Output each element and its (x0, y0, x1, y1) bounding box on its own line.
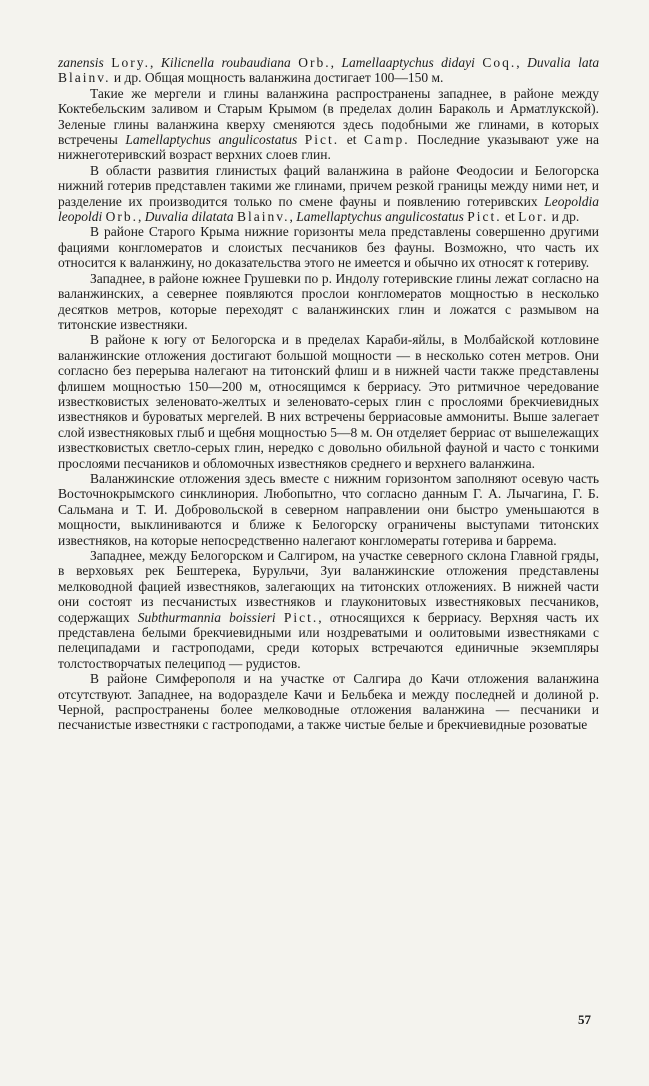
paragraph (58, 471, 599, 548)
author-abbrev: Blainv. (58, 70, 111, 86)
text-run: Такие же мергели и глины валанжина распространены западнее, в районе между Коктебельским заливом и Старым Крымом (в пределах долин Бараколь и Арматлукской). Зеленые глины валанжина кверху сменяются здесь подобными же глинами, в которых встречены (58, 85, 599, 148)
page-text-body (58, 55, 599, 733)
paragraph (58, 671, 599, 733)
paragraph (58, 271, 599, 333)
text-run: Западнее, в районе южнее Грушевки по р. Индолу готеривские глины лежат согласно на валанжинских, а севернее появляются прослои конгломератов мощностью в несколько десятков метров, которые переходят с валанжинских глин и ложатся с размывом на титонские известняки. (58, 270, 599, 332)
text-run: , (149, 55, 161, 70)
taxon-name: zanensis (58, 55, 104, 70)
taxon-name: Lamellaaptychus didayi (341, 55, 475, 70)
text-run: В районе Симферополя и на участке от Салгира до Качи отложения валанжина отсутствуют. Западнее, на водоразделе Качи и Бельбека и между последней и долиной р. Черной, распространены более мелководные отложения валанжина — песчаники и песчанистые известняки с гастроподами, а также чистые белые и брекчиевидные розоватые (58, 671, 599, 733)
text-run: В районе Старого Крыма нижние горизонты мела представлены совершенно другими фациями конгломератов и слоистых песчаников без фауны. Возможно, что часть их относится к валанжину, но доказательства этого не имеется и обычно их относят к готериву. (58, 224, 599, 271)
author-abbrev: Orb. (105, 209, 138, 225)
author-abbrev: Blainv. (237, 209, 290, 225)
book-page (58, 55, 599, 733)
text-run: Последние указывают уже на нижнеготеривский возраст верхних слоев глин. (58, 132, 599, 163)
taxon-name: Duvalia lata (527, 55, 600, 70)
text-run: , (330, 55, 342, 70)
text-run: , относящихся к берриасу. Верхняя часть их представлена белыми брекчиевидными или ноздреватыми и оолитовыми известняками с пелеципадами и гастроподами, среди которых встречаются единичные экземпляры толстостворчатых пелеципод — рудистов. (58, 609, 600, 671)
author-abbrev: Camp. (364, 132, 410, 148)
text-run: et (501, 209, 519, 225)
author-abbrev: Coq. (482, 55, 517, 70)
text-run: , (138, 209, 145, 225)
text-run (276, 610, 284, 625)
taxon-name: Lamellaptychus angulicostatus (125, 132, 298, 148)
taxon-name: Lamellaptychus angulicostatus (296, 209, 464, 225)
paragraph (58, 548, 599, 671)
taxon-name: Duvalia dilatata (144, 209, 234, 225)
author-abbrev: Orb. (298, 55, 331, 70)
text-run: , (289, 209, 297, 225)
paragraph (58, 86, 599, 163)
paragraph (58, 332, 599, 471)
text-run: и др. Общая мощность валанжина достигает 100—150 м. (110, 70, 444, 86)
paragraph (58, 163, 599, 225)
text-run: В области развития глинистых фаций валанжина в районе Феодосии и Белогорска нижний готерив представлен такими же глинами, причем резкой границы между ними нет, и разделение их производится только по смене фауны и появлению готеривских (58, 162, 599, 209)
text-run: Валанжинские отложения здесь вместе с нижним горизонтом заполняют осевую часть Восточнокрымского синклинория. Любопытно, что согласно данным Г. А. Лычагина, Г. Б. Сальмана и Т. И. Добровольской в северном направлении они быстро уменьшаются в мощности, выклиниваются и ближе к Белогорску ограничены выступами титонских известняков, на которые непосредственно налегают конгломераты готерива и баррема. (58, 470, 599, 548)
text-run: В районе к югу от Белогорска и в пределах Караби-яйлы, в Молбайской котловине валанжинские отложения достигают большой мощности — в несколько сотен метров. Они согласно без перерыва налегают на титонский флиш и в нижней части также представлены флишем мощностью 150—200 м, относящимся к берриасу. Это ритмичное чередование известковистых зеленовато-желтых и зеленовато-серых глин с прослоями брекчиевидных известняков и буроватых мергелей. В них встречены берриасовые аммониты. Выше залегает слой известняковых глыб и щебня мощностью 5—8 м. Он отделяет берриас от вышележащих известковистых светло-серых глин, нередко с довольно обильной фауной и часто с тонкими прослоями песчаников и обломочных известняков среднего и верхнего валанжина. (58, 332, 599, 471)
text-run: et (339, 132, 365, 148)
taxon-name: Subthurmannia boissieri (137, 609, 276, 625)
taxon-name: Leopoldia leopoldi (58, 193, 599, 225)
author-abbrev: Lory. (111, 55, 150, 70)
author-abbrev: Pict. (283, 609, 319, 625)
author-abbrev: Pict. (467, 209, 502, 225)
taxon-name: Kilicnella roubaudiana (160, 55, 291, 70)
paragraph (58, 55, 599, 86)
text-run: , (516, 55, 528, 70)
author-abbrev: Pict. (304, 132, 340, 148)
author-abbrev: Lor. (518, 209, 549, 225)
text-run: и др. (548, 209, 580, 225)
text-run (297, 132, 305, 147)
page-number: 57 (578, 1012, 591, 1027)
paragraph (58, 224, 599, 270)
text-run: Западнее, между Белогорском и Салгиром, на участке северного склона Главной гряды, в верховьях рек Бештерека, Бурульчи, Зуи валанжинские отложения представлены мелководной фацией известняков, залегающих на титонских отложениях. В нижней части они состоят из песчанистых известняков и глауконитовых известняковых песчаников, содержащих (58, 548, 599, 625)
